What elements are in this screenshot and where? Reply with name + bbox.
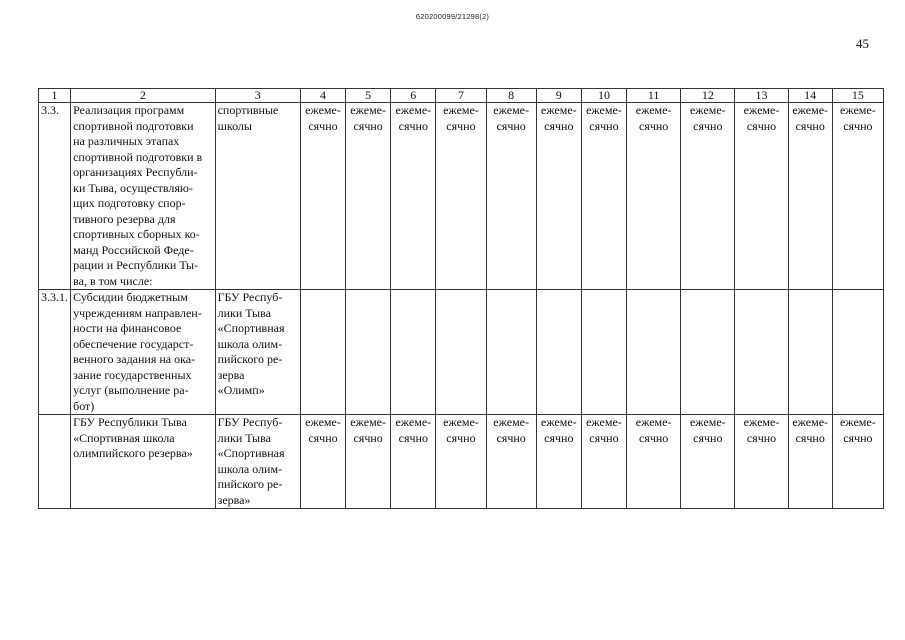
row-executor: спортивные школы xyxy=(215,103,300,290)
period-cell: ежеме- сячно xyxy=(391,103,436,290)
period-cell xyxy=(536,290,581,415)
period-cell: ежеме- сячно xyxy=(581,415,626,509)
table-row xyxy=(39,290,884,415)
period-cell: ежеме- сячно xyxy=(486,103,536,290)
period-cell: ежеме- сячно xyxy=(832,415,883,509)
column-header: 8 xyxy=(486,89,536,103)
table-row xyxy=(39,103,884,290)
row-number xyxy=(39,415,71,509)
column-header: 9 xyxy=(536,89,581,103)
column-header: 10 xyxy=(581,89,626,103)
period-cell: ежеме- сячно xyxy=(832,103,883,290)
period-cell xyxy=(627,290,681,415)
period-cell xyxy=(436,290,486,415)
row-number: 3.3. xyxy=(39,103,71,290)
period-cell: ежеме- сячно xyxy=(486,415,536,509)
period-cell: ежеме- сячно xyxy=(735,415,788,509)
period-cell xyxy=(681,290,735,415)
period-cell: ежеме- сячно xyxy=(300,415,345,509)
period-cell xyxy=(300,290,345,415)
row-executor: ГБУ Респуб- лики Тыва «Спортивная школа олим- пийского ре- зерва «Олимп» xyxy=(215,290,300,415)
row-description: Реализация программ спортивной подготовки на различных этапах спортивной подготовки в организациях Республи- ки Тыва, осуществляю- щих подготовку спор- тивного резерва для спортивных сборных ко- манд Российской Феде- рации и Республики Ты- ва, в том числе: xyxy=(71,103,216,290)
header-row xyxy=(39,89,884,103)
period-cell: ежеме- сячно xyxy=(735,103,788,290)
table-row xyxy=(39,415,884,509)
column-header: 15 xyxy=(832,89,883,103)
page-number: 45 xyxy=(856,36,869,51)
period-cell xyxy=(735,290,788,415)
period-cell: ежеме- сячно xyxy=(581,103,626,290)
row-description: ГБУ Республики Тыва «Спортивная школа олимпийского резерва» xyxy=(71,415,216,509)
period-cell: ежеме- сячно xyxy=(627,415,681,509)
period-cell: ежеме- сячно xyxy=(788,103,832,290)
period-cell xyxy=(788,290,832,415)
column-header: 12 xyxy=(681,89,735,103)
column-header: 1 xyxy=(39,89,71,103)
period-cell xyxy=(391,290,436,415)
period-cell xyxy=(486,290,536,415)
period-cell xyxy=(581,290,626,415)
row-number: 3.3.1. xyxy=(39,290,71,415)
period-cell: ежеме- сячно xyxy=(436,103,486,290)
row-description: Субсидии бюджетным учреждениям направлен- ности на финансовое обеспечение государст- венного задания на ока- зание государственных услуг (выполнение ра- бот) xyxy=(71,290,216,415)
column-header: 13 xyxy=(735,89,788,103)
column-header: 4 xyxy=(300,89,345,103)
period-cell: ежеме- сячно xyxy=(300,103,345,290)
period-cell: ежеме- сячно xyxy=(391,415,436,509)
document-id: 620200099/21298(2) xyxy=(415,12,490,21)
period-cell: ежеме- сячно xyxy=(536,103,581,290)
column-header: 11 xyxy=(627,89,681,103)
period-cell xyxy=(346,290,391,415)
schedule-table xyxy=(38,88,884,509)
period-cell xyxy=(832,290,883,415)
period-cell: ежеме- сячно xyxy=(536,415,581,509)
period-cell: ежеме- сячно xyxy=(681,415,735,509)
column-header: 5 xyxy=(346,89,391,103)
period-cell: ежеме- сячно xyxy=(346,103,391,290)
column-header: 14 xyxy=(788,89,832,103)
column-header: 3 xyxy=(215,89,300,103)
column-header: 7 xyxy=(436,89,486,103)
column-header: 2 xyxy=(71,89,216,103)
period-cell: ежеме- сячно xyxy=(346,415,391,509)
column-header: 6 xyxy=(391,89,436,103)
period-cell: ежеме- сячно xyxy=(436,415,486,509)
row-executor: ГБУ Респуб- лики Тыва «Спортивная школа олим- пийского ре- зерва» xyxy=(215,415,300,509)
period-cell: ежеме- сячно xyxy=(627,103,681,290)
period-cell: ежеме- сячно xyxy=(788,415,832,509)
period-cell: ежеме- сячно xyxy=(681,103,735,290)
